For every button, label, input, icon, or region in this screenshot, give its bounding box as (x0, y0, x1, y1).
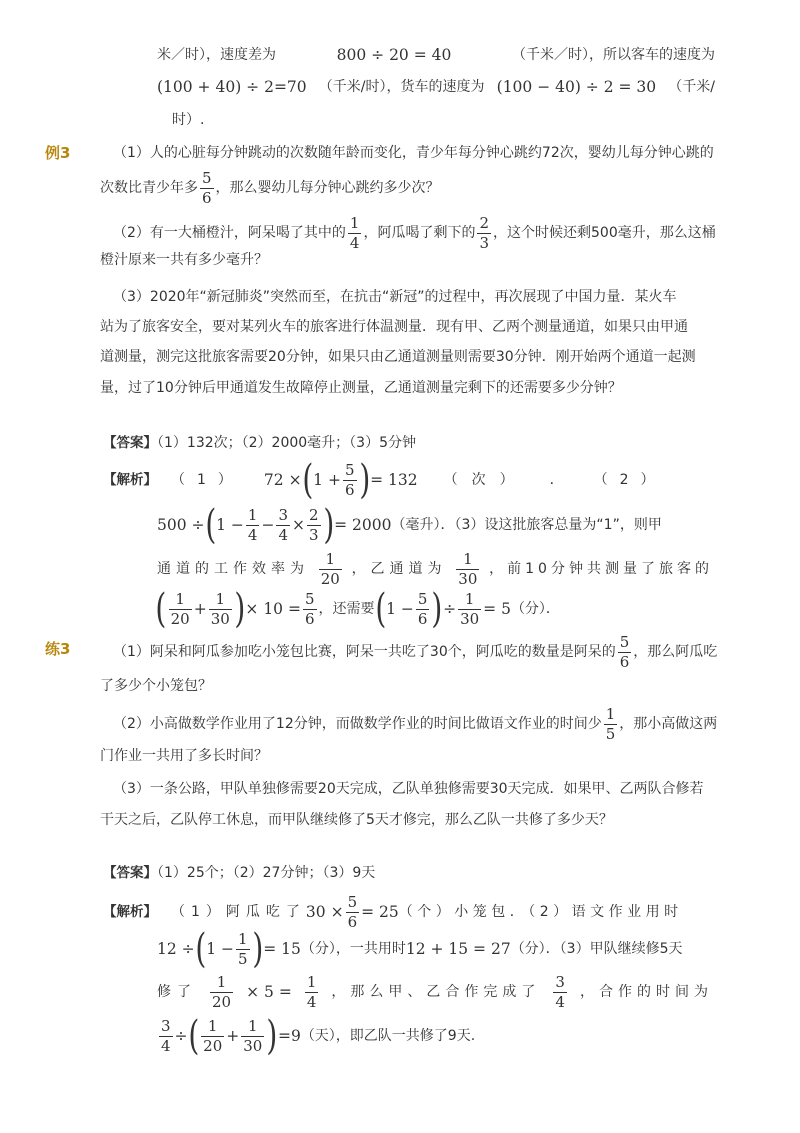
fraction-denominator: 3 (479, 233, 489, 252)
fraction (553, 974, 567, 1010)
fraction (210, 974, 233, 1010)
ex3-an-math: 1 − (216, 516, 244, 534)
example-3-label: 例3 (45, 144, 71, 162)
fraction-numerator: 3 (555, 973, 565, 991)
ex3-q2-line-2 (100, 250, 268, 270)
analysis-tag: 【解析】 (103, 472, 157, 488)
pr3-q2-line-2 (100, 746, 268, 766)
right-paren: ) (322, 502, 334, 548)
fraction (303, 591, 317, 627)
pr3-analysis-line-3 (157, 970, 713, 1014)
ex3-an-text: ，乙通道为 (351, 561, 447, 577)
ex3-q3-text-3: 道测量，测完这批旅客需要20分钟，如果只由乙通道测量则需要30分钟．刚开始两个通道一起测 (100, 349, 696, 365)
pr3-q1-line-1 (113, 632, 717, 672)
fraction-numerator: 1 (247, 506, 258, 524)
fraction (201, 1018, 224, 1054)
pr3-q2-text-2: 门作业一共用了多长时间？ (100, 748, 268, 764)
fraction-denominator: 6 (619, 652, 630, 671)
fraction (307, 507, 321, 543)
practice-3-label: 练3 (45, 640, 71, 658)
ex3-q3-text-2: 站为了旅客安全，要对某列火车的旅客进行体温测量．现有甲、乙两个测量通道，如果只由甲通 (100, 319, 688, 335)
fraction (458, 591, 481, 627)
ex3-q1-line-2 (100, 170, 440, 206)
ex3-an-math: 1 − (386, 600, 414, 618)
left-paren: ( (374, 586, 386, 632)
top-text-2b: （千米/时），货车的速度为 (318, 79, 485, 95)
top-text-2d: （千米/ (668, 79, 715, 95)
pr3-answer-text: （1）25个；（2）27分钟；（3）9天 (157, 865, 376, 881)
ex3-analysis-line-2 (157, 503, 662, 547)
ex3-an-part-2: （2） (593, 472, 667, 488)
ex3-q3-line-4 (100, 378, 622, 398)
analysis-tag: 【解析】 (103, 904, 157, 920)
answer-tag: 【答案】 (103, 865, 157, 881)
ex3-q3-text-4: 量，过了10分钟后甲通道发生故障停止测量，乙通道测量完剩下的还需要多少分钟？ (100, 380, 622, 396)
ex3-analysis-line-1 (103, 458, 713, 502)
ex3-an-math: × (291, 516, 305, 534)
fraction (159, 1018, 173, 1054)
pr3-an-math: = 15 (263, 940, 301, 958)
fraction (276, 507, 290, 543)
pr3-an-math: 12 + 15 = 27 (405, 940, 511, 958)
pr3-an-text: ，那么甲、乙合作完成了 (331, 984, 541, 1000)
fraction-numerator: 1 (605, 705, 616, 723)
pr3-an-math: 30 × (305, 903, 344, 921)
ex3-an-math: = 132 (370, 471, 418, 489)
fraction (348, 215, 362, 251)
fraction-denominator: 6 (417, 609, 428, 628)
fraction (346, 894, 360, 930)
fraction-numerator: 5 (619, 633, 630, 651)
pr3-q2-line-1 (113, 704, 717, 744)
fraction (416, 591, 430, 627)
pr3-an-math: = 25 (361, 903, 399, 921)
fraction-denominator: 5 (605, 724, 616, 743)
fraction-numerator: 5 (344, 461, 355, 479)
pr3-analysis-line-4 (157, 1012, 475, 1060)
fraction-numerator: 1 (238, 930, 248, 948)
pr3-q2-text-a: （2）小高做数学作业用了12分钟，而做数学作业的时间比做语文作业的时间少 (113, 716, 602, 732)
ex3-q3-line-2 (100, 317, 688, 337)
fraction-denominator: 4 (349, 233, 360, 252)
pr3-answer (103, 863, 375, 883)
pr3-q3-line-2 (100, 810, 613, 830)
top-line-1 (157, 45, 715, 65)
left-paren: ( (301, 457, 313, 503)
ex3-an-math: 500 ÷ (157, 516, 205, 534)
fraction-numerator: 1 (458, 591, 481, 610)
fraction (477, 215, 491, 251)
fraction (209, 591, 232, 627)
pr3-q2-text-b: ，那小高做这两 (619, 716, 718, 732)
fraction (246, 507, 260, 543)
fraction (618, 634, 632, 670)
fraction-denominator: 6 (304, 609, 315, 628)
fraction (319, 551, 342, 587)
pr3-an-text: ，合作的时间为 (579, 984, 713, 1000)
pr3-an-text: （分）．（3）甲队继续修5天 (510, 941, 683, 957)
fraction-denominator: 20 (212, 992, 232, 1011)
fraction-denominator: 30 (210, 609, 230, 628)
pr3-an-text: （天），即乙队一共修了9天. (300, 1028, 476, 1044)
ex3-q3-line-3 (100, 347, 696, 367)
ex3-analysis-line-4 (155, 586, 560, 632)
left-paren: ( (204, 502, 216, 548)
fraction-denominator: 20 (170, 609, 190, 628)
top-math-2a: (100 + 40) ÷ 2=70 (157, 78, 307, 96)
ex3-an-text: 通道的工作效率为 (157, 561, 309, 577)
pr3-q3-line-1 (113, 779, 704, 799)
pr3-an-math: 12 ÷ (157, 940, 195, 958)
ex3-q1-line-1 (113, 143, 714, 163)
top-math-1: 800 ÷ 20 = 40 (336, 46, 452, 64)
fraction-denominator: 4 (278, 525, 288, 544)
ex3-q2-text-a: （2）有一大桶橙汁，阿呆喝了其中的 (113, 225, 346, 241)
fraction-numerator: 3 (161, 1017, 171, 1035)
ex3-q1-text-2b: ，那么婴幼儿每分钟心跳约多少次？ (215, 180, 440, 196)
fraction-denominator: 6 (347, 912, 358, 931)
pr3-q3-text-1: （3）一条公路，甲队单独修需要20天完成，乙队单独修需要30天完成．如果甲、乙两队合修若 (113, 781, 704, 797)
fraction-numerator: 5 (304, 590, 315, 608)
ex3-an-text: （分）． (510, 601, 560, 617)
fraction-numerator: 1 (306, 973, 317, 991)
ex3-analysis-line-3 (157, 547, 713, 591)
ex3-an-text: ，前10分钟共测量了旅客的 (489, 561, 713, 577)
left-paren: ( (194, 926, 206, 972)
fraction-numerator: 1 (169, 591, 192, 610)
ex3-q2-line-1 (113, 215, 716, 251)
right-paren: ) (234, 586, 246, 632)
answer-tag: 【答案】 (103, 435, 157, 451)
ex3-an-text: ，还需要 (318, 601, 375, 617)
ex3-an-math: − (261, 516, 275, 534)
fraction-numerator: 3 (278, 506, 288, 524)
fraction-numerator: 2 (308, 506, 319, 524)
fraction-denominator: 3 (308, 525, 319, 544)
fraction (305, 974, 319, 1010)
fraction-denominator: 20 (203, 1036, 223, 1055)
fraction-denominator: 20 (320, 569, 340, 588)
pr3-q1-text-b: ，那么阿瓜吃 (633, 644, 718, 660)
top-line-3 (172, 110, 204, 130)
top-text-3: 时）. (172, 112, 205, 128)
ex3-an-part-1: （1） (171, 472, 244, 488)
fraction-denominator: 30 (458, 569, 478, 588)
fraction (604, 706, 618, 742)
fraction-numerator: 1 (456, 551, 479, 570)
top-math-2c: (100 − 40) ÷ 2 = 30 (496, 78, 657, 96)
ex3-an-unit: （次） (443, 472, 528, 488)
ex3-an-math: = 2000 (334, 516, 392, 534)
ex3-q2-text-c: ，这个时候还剩500毫升，那么这桶 (493, 225, 716, 241)
fraction-numerator: 1 (319, 551, 342, 570)
fraction-denominator: 30 (243, 1036, 263, 1055)
pr3-q1-text-a: （1）阿呆和阿瓜参加吃小笼包比赛，阿呆一共吃了30个，阿瓜吃的数量是阿呆的 (113, 644, 616, 660)
pr3-an-text: 修了 (157, 984, 197, 1000)
pr3-q1-text-2: 了多少个小笼包？ (100, 678, 212, 694)
fraction-denominator: 4 (161, 1036, 171, 1055)
fraction (456, 551, 479, 587)
fraction (241, 1018, 264, 1054)
fraction (169, 591, 192, 627)
pr3-an-math: × 5 = (246, 983, 292, 1001)
fraction-numerator: 5 (202, 169, 212, 187)
fraction-denominator: 30 (460, 609, 480, 628)
fraction (200, 170, 214, 206)
ex3-answer (103, 433, 416, 453)
ex3-an-math: 1 + (313, 471, 341, 489)
fraction-numerator: 1 (209, 591, 232, 610)
ex3-q2-text-2: 橙汁原来一共有多少毫升？ (100, 252, 268, 268)
fraction-numerator: 1 (349, 214, 360, 232)
pr3-q3-text-2: 干天之后，乙队停工休息，而甲队继续修了5天才修完，那么乙队一共修了多少天？ (100, 812, 613, 828)
ex3-an-math: = 5 (483, 600, 511, 618)
pr3-an-math: ÷ (174, 1027, 188, 1045)
pr3-an-text: （个）小笼包．（2）语文作业用时 (398, 904, 683, 920)
top-text-1c: （千米／时），所以客车的速度为 (512, 47, 715, 63)
fraction-numerator: 1 (210, 974, 233, 993)
pr3-analysis-line-2 (157, 927, 683, 971)
pr3-an-text: （1）阿瓜吃了 (171, 904, 306, 920)
top-line-2 (157, 77, 715, 97)
fraction-denominator: 5 (238, 949, 248, 968)
left-paren: ( (155, 586, 167, 632)
right-paren: ) (431, 586, 443, 632)
pr3-an-math: + (226, 1027, 240, 1045)
left-paren: ( (187, 1013, 199, 1059)
fraction (236, 931, 250, 967)
fraction-denominator: 6 (202, 188, 212, 207)
pr3-an-text: （分），一共用时 (300, 941, 406, 957)
fraction-denominator: 6 (344, 480, 355, 499)
ex3-q3-line-1 (113, 287, 677, 307)
right-paren: ) (266, 1013, 278, 1059)
fraction-numerator: 2 (479, 214, 489, 232)
fraction-denominator: 4 (247, 525, 258, 544)
ex3-an-math: + (193, 600, 207, 618)
pr3-an-math: =9 (277, 1027, 301, 1045)
top-text-1a: 米／时），速度差为 (157, 47, 276, 63)
ex3-an-math: ÷ (443, 600, 457, 618)
fraction (343, 462, 357, 498)
pr3-an-math: 1 − (206, 940, 235, 958)
ex3-an-math: × 10 = (245, 600, 301, 618)
fraction-denominator: 4 (306, 992, 317, 1011)
ex3-q3-text-1: （3）2020年“新冠肺炎”突然而至，在抗击“新冠”的过程中，再次展现了中国力量．某火车 (113, 289, 677, 305)
ex3-q2-text-b: ，阿瓜喝了剩下的 (363, 225, 476, 241)
fraction-numerator: 5 (417, 590, 428, 608)
fraction-numerator: 1 (201, 1018, 224, 1037)
ex3-q1-text-1: （1）人的心脏每分钟跳动的次数随年龄而变化，青少年每分钟心跳约72次，婴幼儿每分钟心跳的 (113, 145, 714, 161)
fraction-numerator: 1 (241, 1018, 264, 1037)
ex3-answer-text: （1）132次；（2）2000毫升；（3）5分钟 (157, 435, 416, 451)
ex3-an-dot: ． (549, 472, 564, 488)
fraction-numerator: 5 (347, 893, 358, 911)
ex3-q1-text-2a: 次数比青少年多 (100, 180, 198, 196)
fraction-denominator: 4 (555, 992, 565, 1011)
right-paren: ) (251, 926, 263, 972)
right-paren: ) (358, 457, 370, 503)
pr3-q1-line-2 (100, 676, 212, 696)
ex3-an-text: （毫升）．（3）设这批旅客总量为“1”，则甲 (391, 517, 662, 533)
ex3-an-math: 72 × (263, 471, 302, 489)
